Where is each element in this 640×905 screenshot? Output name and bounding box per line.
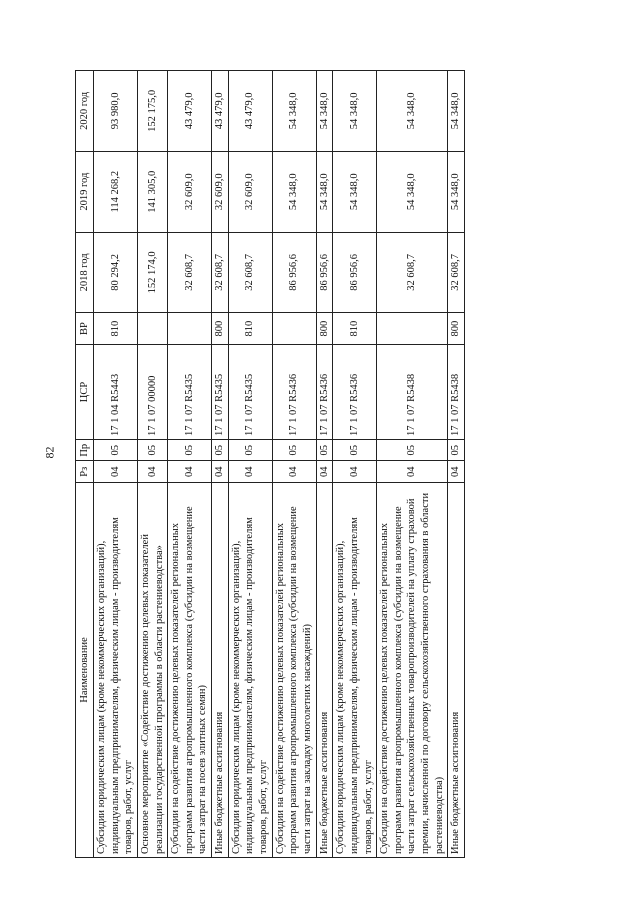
budget-table: [75, 70, 465, 858]
row-rz: 04: [333, 461, 377, 482]
row-rz: 04: [212, 461, 229, 482]
row-name: Субсидии юридическим лицам (кроме некоммерческих организаций), индивидуальным предпринимателям, физическим лицам - производителям товаров, работ, услуг: [228, 482, 272, 857]
row-2019: 114 268,2: [94, 151, 138, 232]
row-rz: 04: [316, 461, 333, 482]
row-2018: 32 608,7: [212, 232, 229, 313]
row-csr: 17 1 07 R5438: [448, 344, 465, 439]
row-2019: 32 609,0: [212, 151, 229, 232]
header-vr: ВР: [76, 313, 94, 345]
row-pr: 05: [168, 440, 212, 461]
table-row: [94, 71, 138, 858]
row-rz: 04: [448, 461, 465, 482]
row-csr: 17 1 07 R5438: [377, 344, 448, 439]
row-pr: 05: [212, 440, 229, 461]
table-rotator: [75, 70, 530, 858]
row-2020: 43 479,0: [212, 71, 229, 152]
table-frame: [75, 70, 530, 858]
row-vr: 810: [94, 313, 138, 345]
table-row: [333, 71, 377, 858]
row-rz: 04: [168, 461, 212, 482]
row-csr: 17 1 07 R5436: [316, 344, 333, 439]
row-2019: 54 348,0: [316, 151, 333, 232]
row-name: Иные бюджетные ассигнования: [212, 482, 229, 857]
row-2020: 54 348,0: [377, 71, 448, 152]
row-2018: 86 956,6: [316, 232, 333, 313]
row-csr: 17 1 07 R5435: [228, 344, 272, 439]
row-csr: 17 1 07 R5435: [168, 344, 212, 439]
row-csr: 17 1 07 R5435: [212, 344, 229, 439]
header-csr: ЦСР: [76, 344, 94, 439]
row-2018: 86 956,6: [272, 232, 316, 313]
row-name: Иные бюджетные ассигнования: [316, 482, 333, 857]
row-2020: 54 348,0: [448, 71, 465, 152]
row-name: Субсидии на содействие достижению целевых показателей региональных программ развития агропромышленного комплекса (субсидии на возмещение части затрат на посев элитных семян): [168, 482, 212, 857]
row-csr: 17 1 07 00000: [137, 344, 167, 439]
row-2020: 43 479,0: [168, 71, 212, 152]
table-row: [377, 71, 448, 858]
row-2019: 54 348,0: [448, 151, 465, 232]
row-vr: [272, 313, 316, 345]
row-vr: [137, 313, 167, 345]
row-pr: 05: [272, 440, 316, 461]
row-name: Субсидии на содействие достижению целевых показателей региональных программ развития агропромышленного комплекса (субсидии на возмещение части затрат на закладку многолетних насаждений): [272, 482, 316, 857]
row-csr: 17 1 07 R5436: [333, 344, 377, 439]
header-name: Наименование: [76, 482, 94, 857]
row-rz: 04: [272, 461, 316, 482]
row-pr: 05: [377, 440, 448, 461]
row-2018: 32 608,7: [228, 232, 272, 313]
row-vr: 810: [228, 313, 272, 345]
row-2019: 54 348,0: [333, 151, 377, 232]
table-row: [272, 71, 316, 858]
row-2020: 43 479,0: [228, 71, 272, 152]
row-pr: 05: [448, 440, 465, 461]
table-row: [448, 71, 465, 858]
row-2018: 32 608,7: [377, 232, 448, 313]
row-name: Иные бюджетные ассигнования: [448, 482, 465, 857]
row-rz: 04: [137, 461, 167, 482]
header-2018: 2018 год: [76, 232, 94, 313]
row-2019: 54 348,0: [377, 151, 448, 232]
row-2019: 141 305,0: [137, 151, 167, 232]
row-pr: 05: [137, 440, 167, 461]
row-2019: 32 609,0: [168, 151, 212, 232]
row-2018: 32 608,7: [448, 232, 465, 313]
row-name: Субсидии юридическим лицам (кроме некоммерческих организаций), индивидуальным предпринимателям, физическим лицам - производителям товаров, работ, услуг: [333, 482, 377, 857]
row-pr: 05: [333, 440, 377, 461]
row-pr: 05: [228, 440, 272, 461]
header-2020: 2020 год: [76, 71, 94, 152]
table-row: [137, 71, 167, 858]
page-number: 82: [42, 446, 57, 459]
table-row: [168, 71, 212, 858]
row-rz: 04: [94, 461, 138, 482]
row-2019: 54 348,0: [272, 151, 316, 232]
header-rz: Рз: [76, 461, 94, 482]
row-vr: 800: [448, 313, 465, 345]
row-name: Основное мероприятие «Содействие достижению целевых показателей реализации государственной программы в области растениеводства»: [137, 482, 167, 857]
row-2020: 54 348,0: [333, 71, 377, 152]
table-header-row: [76, 71, 94, 858]
row-pr: 05: [316, 440, 333, 461]
row-2020: 54 348,0: [272, 71, 316, 152]
row-rz: 04: [228, 461, 272, 482]
row-rz: 04: [377, 461, 448, 482]
row-vr: 810: [333, 313, 377, 345]
row-vr: [377, 313, 448, 345]
row-name: Субсидии на содействие достижению целевых показателей региональных программ развития агропромышленного комплекса (субсидии на возмещение части затрат сельскохозяйственных товаропроизводителей на уплату страховой премии, начисленной по договору сельскохозяйственного страхования в области растениеводства): [377, 482, 448, 857]
row-2018: 86 956,6: [333, 232, 377, 313]
row-pr: 05: [94, 440, 138, 461]
row-vr: [168, 313, 212, 345]
header-2019: 2019 год: [76, 151, 94, 232]
row-2018: 152 174,0: [137, 232, 167, 313]
row-vr: 800: [212, 313, 229, 345]
row-csr: 17 1 04 R5443: [94, 344, 138, 439]
row-vr: 800: [316, 313, 333, 345]
row-2020: 93 980,0: [94, 71, 138, 152]
row-2020: 54 348,0: [316, 71, 333, 152]
table-row: [228, 71, 272, 858]
header-pr: Пр: [76, 440, 94, 461]
row-2019: 32 609,0: [228, 151, 272, 232]
row-2018: 80 294,2: [94, 232, 138, 313]
row-name: Субсидии юридическим лицам (кроме некоммерческих организаций), индивидуальным предпринимателям, физическим лицам - производителям товаров, работ, услуг: [94, 482, 138, 857]
table-row: [212, 71, 229, 858]
row-2020: 152 175,0: [137, 71, 167, 152]
row-csr: 17 1 07 R5436: [272, 344, 316, 439]
table-row: [316, 71, 333, 858]
row-2018: 32 608,7: [168, 232, 212, 313]
